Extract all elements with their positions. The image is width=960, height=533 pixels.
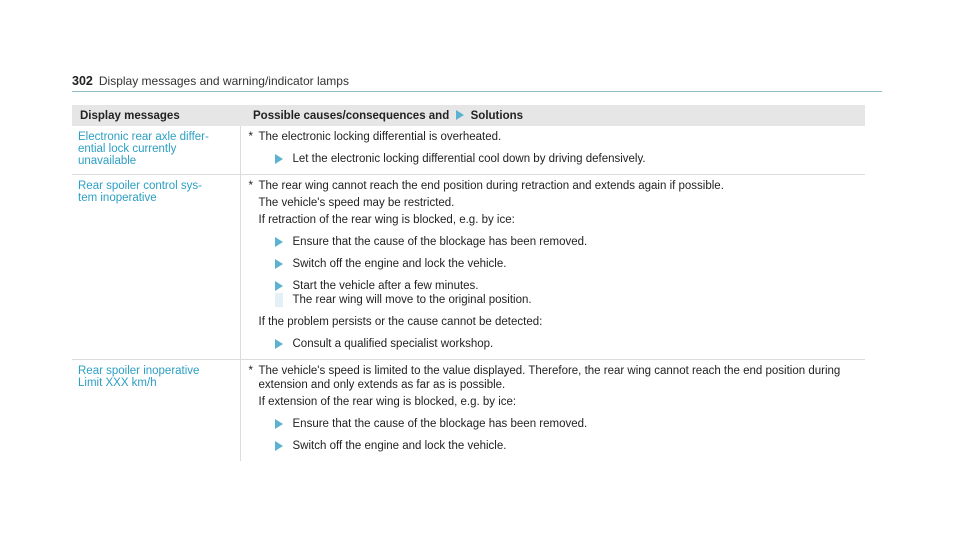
step-result xyxy=(275,293,866,307)
cause-bullet: * xyxy=(248,131,253,143)
info-text: If extension of the rear wing is blocked, e.g. by ice: xyxy=(258,396,517,408)
table-header-row xyxy=(72,105,865,126)
cause xyxy=(249,364,866,392)
page-header-title: Display messages and warning/indicator lamps xyxy=(98,74,349,88)
triangle-arrow-right-icon xyxy=(275,154,283,164)
triangle-arrow-right-icon xyxy=(275,441,283,451)
solution-step-text: Consult a qualified specialist workshop. xyxy=(292,338,494,350)
triangle-arrow-right-icon xyxy=(456,110,464,120)
cause-text: The vehicle's speed is limited to the value displayed. Therefore, the rear wing cannot reach the end position during extension and only extends as far as is possible. xyxy=(258,365,841,391)
step-result-text: The rear wing will move to the original position. xyxy=(292,294,532,306)
display-message-line: Electronic rear axle differ- xyxy=(78,131,209,143)
display-message-line: Rear spoiler inoperative xyxy=(78,365,200,377)
cause-text: The rear wing cannot reach the end position during retraction and extends again if possible. xyxy=(258,180,724,192)
causes-solutions-cell xyxy=(240,126,865,175)
causes-solutions-cell xyxy=(240,175,865,360)
info-text: If retraction of the rear wing is blocked, e.g. by ice: xyxy=(258,214,515,226)
causes-solutions-cell xyxy=(240,360,865,462)
info-text: If the problem persists or the cause cannot be detected: xyxy=(258,316,543,328)
solution-step-text: Start the vehicle after a few minutes. xyxy=(292,280,479,292)
result-marker xyxy=(275,293,283,307)
display-message-line: unavailable xyxy=(78,155,137,167)
triangle-arrow-right-icon xyxy=(275,281,283,291)
display-message-line: ential lock currently xyxy=(78,143,177,155)
solution-step xyxy=(275,337,866,351)
column-header-solutions-label: Solutions xyxy=(470,109,524,122)
solution-step xyxy=(275,279,866,293)
column-header-causes-solutions xyxy=(240,105,865,126)
solution-step-text: Ensure that the cause of the blockage has been removed. xyxy=(292,236,588,248)
column-header-causes-label: Possible causes/consequences and xyxy=(253,109,450,122)
info-text: The vehicle's speed may be restricted. xyxy=(258,197,455,209)
cause-bullet: * xyxy=(248,365,253,377)
display-message-line: tem inoperative xyxy=(78,192,157,204)
solution-step-text: Let the electronic locking differential cool down by driving defensively. xyxy=(292,153,646,165)
page-number: 302 xyxy=(72,74,93,88)
triangle-arrow-right-icon xyxy=(275,419,283,429)
solution-step-text: Switch off the engine and lock the vehicle. xyxy=(292,258,507,270)
table-row xyxy=(72,175,865,360)
table-row xyxy=(72,360,865,462)
display-messages-table xyxy=(72,105,865,461)
display-message-cell xyxy=(72,360,240,462)
table-row xyxy=(72,126,865,175)
solution-step-text: Ensure that the cause of the blockage has been removed. xyxy=(292,418,588,430)
solution-step xyxy=(275,152,866,166)
cause xyxy=(249,130,866,144)
display-message-cell xyxy=(72,126,240,175)
cause xyxy=(249,179,866,193)
display-message-line: Rear spoiler control sys- xyxy=(78,180,202,192)
page-header xyxy=(72,74,882,92)
cause-text: The electronic locking differential is overheated. xyxy=(258,131,502,143)
solution-step xyxy=(275,235,866,249)
display-message-line: Limit XXX km/h xyxy=(78,377,157,389)
solution-step-text: Switch off the engine and lock the vehicle. xyxy=(292,440,507,452)
solution-step xyxy=(275,257,866,271)
solution-step xyxy=(275,417,866,431)
solution-step xyxy=(275,439,866,453)
triangle-arrow-right-icon xyxy=(275,259,283,269)
triangle-arrow-right-icon xyxy=(275,339,283,349)
cause-bullet: * xyxy=(248,180,253,192)
column-header-display-messages: Display messages xyxy=(72,105,240,126)
display-message-cell xyxy=(72,175,240,360)
triangle-arrow-right-icon xyxy=(275,237,283,247)
